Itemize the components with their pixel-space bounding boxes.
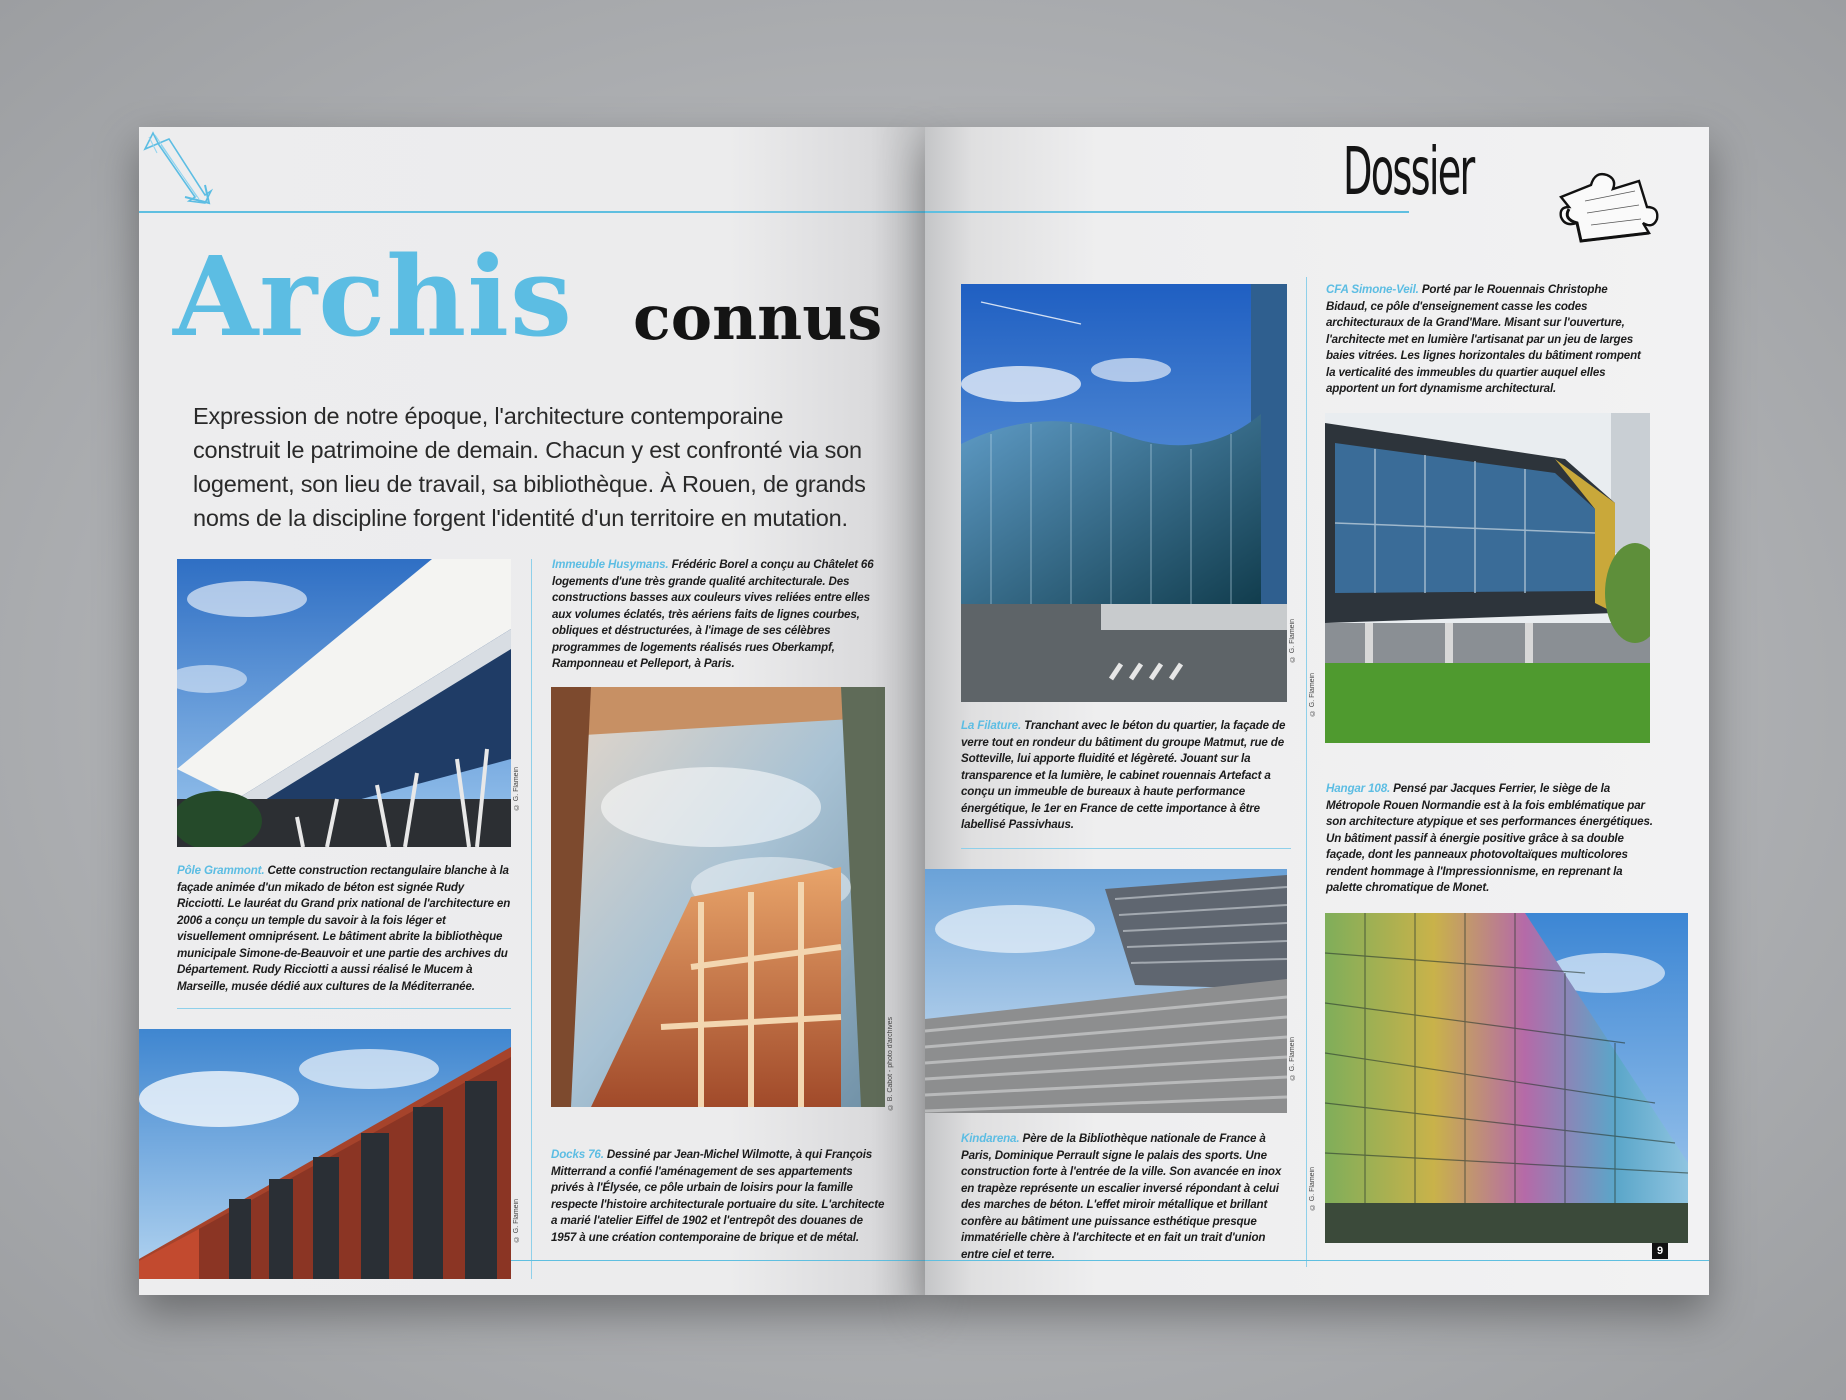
caption-text: Dessiné par Jean-Michel Wilmotte, à qui François Mitterrand a confié l'aménagement de ses appartements privés à l'Élysée, ce pôle urbain de loisirs pour la famille respecte l'histoire architecturale portuaire du site. L'architecte a marié l'atelier Eiffel de 1902 et l'entrepôt des douanes de 1957 à une création contemporaine de brique et de métal.	[551, 1148, 885, 1244]
title-main: Archis	[173, 232, 573, 361]
page-number: 9	[1652, 1243, 1668, 1259]
caption-lead: CFA Simone-Veil.	[1326, 283, 1419, 296]
credit-immeuble-husymans: © B. Cabot - photo d'archives	[887, 1017, 894, 1111]
credit-la-filature: © G. Flamein	[1289, 619, 1296, 663]
caption-lead: Docks 76.	[551, 1148, 604, 1161]
header-rule	[925, 211, 1409, 213]
caption-text: Porté par le Rouennais Christophe Bidaud, ce pôle d'enseignement casse les codes architecturaux de la Grand'Mare. Misant sur l'ouverture, l'architecte met en lumière l'artisanat par un jeu de larges baies vitrées. Les lignes horizontales du bâtiment rompent la verticalité des immeubles du quartier auquel elles apportent un fort dynamisme architectural.	[1326, 283, 1641, 395]
photo-kindarena	[925, 869, 1287, 1113]
photo-cfa-simone-veil	[1325, 413, 1650, 743]
photo-la-filature	[961, 284, 1287, 702]
credit-docks-76: © G. Flamein	[513, 1199, 520, 1243]
puzzle-piece-icon	[1551, 161, 1659, 243]
section-title: Dossier	[1343, 133, 1474, 210]
photo-docks-76	[139, 1029, 511, 1279]
credit-cfa-simone-veil: © G. Flamein	[1309, 673, 1316, 717]
caption-text: Frédéric Borel a conçu au Châtelet 66 logements d'une très grande qualité architecturale. Des constructions basses aux couleurs vives reliées entre elles aux volumes éclatés, très aériens faits de lignes courbes, obliques et déstructurées, à l'image de ses célèbres programmes de logements réalisés rues Oberkampf, Ramponneau et Pelleport, à Paris.	[552, 558, 874, 670]
footer-rule	[925, 1260, 1709, 1261]
caption-lead: Immeuble Husymans.	[552, 558, 669, 571]
header-rule	[139, 211, 925, 213]
title-secondary: connus	[633, 281, 883, 354]
caption-lead: Kindarena.	[961, 1132, 1020, 1145]
caption-lead: Pôle Grammont.	[177, 864, 265, 877]
caption-text: Père de la Bibliothèque nationale de France à Paris, Dominique Perrault signe le palais des sports. Une construction forte à l'entrée de la ville. Son avancée en inox en trapèze représente un escalier inversé répondant à celui des marches de béton. L'effet miroir métallique et brillant confère au bâtiment une puissance esthétique presque immatérielle chère à l'architecte et en fait un trait d'union entre ciel et terre.	[961, 1132, 1282, 1261]
caption-la-filature	[961, 718, 1291, 834]
caption-hangar-108	[1326, 781, 1658, 897]
right-page	[925, 127, 1709, 1295]
credit-hangar-108: © G. Flamein	[1309, 1167, 1316, 1211]
credit-pole-grammont: © G. Flamein	[513, 767, 520, 811]
magazine-spread	[139, 127, 1709, 1295]
caption-lead: La Filature.	[961, 719, 1022, 732]
caption-text: Tranchant avec le béton du quartier, la façade de verre tout en rondeur du bâtiment du groupe Matmut, rue de Sotteville, lui apporte fluidité et légèreté. Jouant sur la transparence et la lumière, le cabinet rouennais Artefact a conçu un immeuble de bureaux à haute performance énergétique, le 1er en France de cette importance à être labellisé Passivhaus.	[961, 719, 1286, 831]
column-rule	[531, 559, 532, 1279]
caption-cfa-simone-veil	[1326, 282, 1642, 398]
credit-kindarena: © G. Flamein	[1289, 1037, 1296, 1081]
separator-rule	[177, 1008, 511, 1009]
footer-rule	[511, 1260, 925, 1261]
sketch-arrow-icon	[139, 127, 229, 222]
column-rule	[1306, 277, 1307, 1267]
caption-kindarena	[961, 1131, 1291, 1263]
intro-paragraph: Expression de notre époque, l'architecture contemporaine construit le patrimoine de demain. Chacun y est confronté via son logement, son lieu de travail, sa bibliothèque. À Rouen, de grands noms de la discipline forgent l'identité d'un territoire en mutation.	[193, 403, 866, 531]
photo-pole-grammont	[177, 559, 511, 847]
left-page	[139, 127, 925, 1295]
separator-rule	[961, 848, 1291, 849]
caption-text: Cette construction rectangulaire blanche à la façade animée d'un mikado de béton est signée Rudy Ricciotti. Le lauréat du Grand prix national de l'architecture en 2006 a conçu un temple du savoir à la fois léger et visuellement omniprésent. Le bâtiment abrite la bibliothèque municipale Simone-de-Beauvoir et une partie des archives du Département. Rudy Ricciotti a aussi réalisé le Mucem à Marseille, musée dédié aux cultures de la Méditerranée.	[177, 864, 511, 993]
photo-hangar-108	[1325, 913, 1688, 1243]
caption-pole-grammont	[177, 863, 511, 995]
caption-text: Pensé par Jacques Ferrier, le siège de la Métropole Rouen Normandie est à la fois emblématique par son architecture atypique et ses performances énergétiques. Un bâtiment passif à énergie positive grâce à sa double façade, dont les panneaux photovoltaïques multicolores rendent hommage à l'Impressionnisme, en reprenant la palette chromatique de Monet.	[1326, 782, 1653, 894]
photo-immeuble-husymans	[551, 687, 885, 1107]
caption-immeuble-husymans	[552, 557, 874, 673]
caption-docks-76	[551, 1147, 885, 1246]
caption-lead: Hangar 108.	[1326, 782, 1391, 795]
